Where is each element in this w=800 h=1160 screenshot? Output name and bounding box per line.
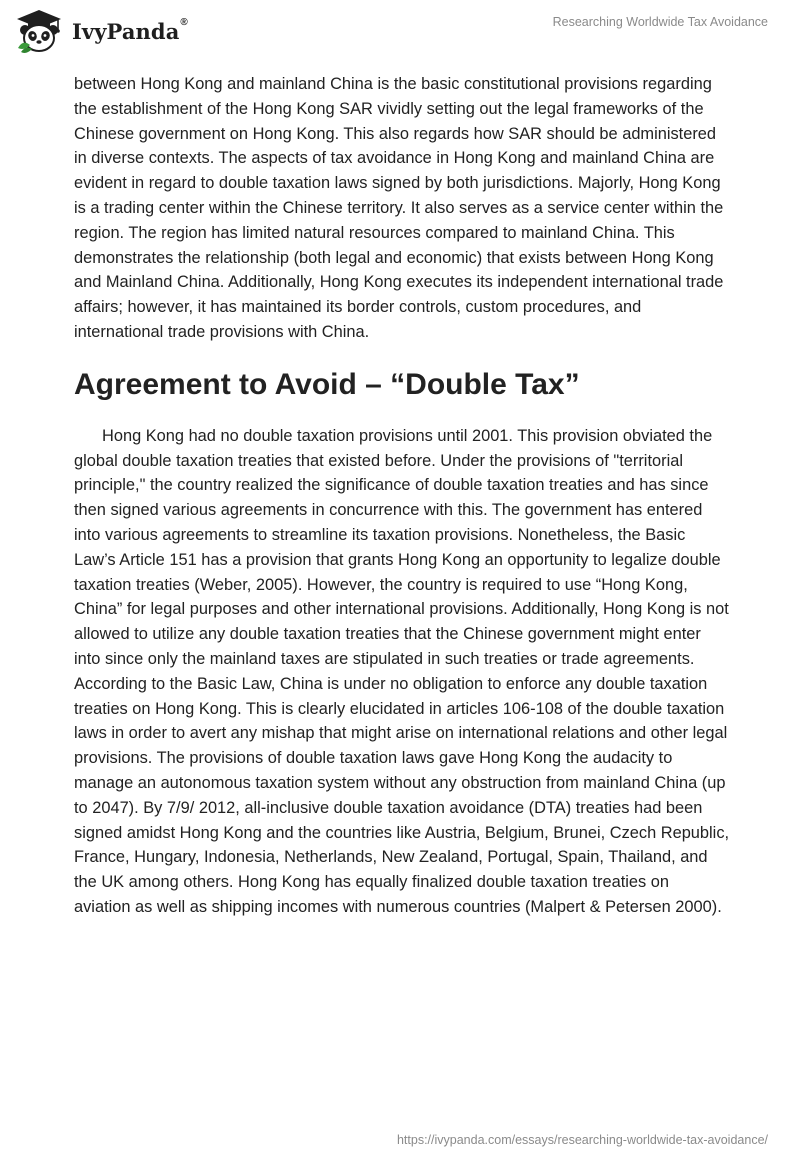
logo-wordmark: IvyPanda® [72, 16, 188, 44]
section-heading: Agreement to Avoid – “Double Tax” [74, 367, 580, 401]
page-header [0, 0, 800, 60]
essay-paragraph: between Hong Kong and mainland China is the basic constitutional provisions regarding the establishment of the Hong Kong SAR vividly setting out the legal frameworks of the Chinese government on Hong Kong. This also regards how SAR should be administered in diverse contexts. The aspects of tax avoidance in Hong Kong and mainland China are evident in regard to double taxation laws signed by both jurisdictions. Majorly, Hong Kong is a trading center within the Chinese territory. It also serves as a service center within the region. The region has limited natural resources compared to mainland China. This demonstrates the relationship (both legal and economic) that exists between Hong Kong and Mainland China. Additionally, Hong Kong executes its independent international trade affairs; however, it has maintained its border controls, custom procedures, and international trade provisions with China. [74, 75, 724, 341]
footer-source-url[interactable]: https://ivypanda.com/essays/researching-worldwide-tax-avoidance/ [396, 1133, 768, 1147]
essay-content [74, 72, 730, 920]
document-title: Researching Worldwide Tax Avoidance [552, 15, 768, 29]
essay-paragraph: Hong Kong had no double taxation provisions until 2001. This provision obviated the global double taxation treaties that existed before. Under the provisions of "territorial principle," the country realized the significance of double taxation treaties and has since then signed various agreements in concurrence with this. The government has entered into various agreements to streamline its taxation provisions. Nonetheless, the Basic Law’s Article 151 has a provision that grants Hong Kong an opportunity to legalize double taxation treaties (Weber, 2005). However, the country is required to use “Hong Kong, China” for legal purposes and other international provisions. Additionally, Hong Kong is not allowed to utilize any double taxation treaties that the Chinese government might enter into since only the mainland taxes are stipulated in such treaties or trade agreements. According to the Basic Law, China is under no obligation to enforce any double taxation treaties on Hong Kong. This is clearly elucidated in articles 106-108 of the double taxation laws in order to avert any mishap that might arise on international relations and other legal provisions. The provisions of double taxation laws gave Hong Kong the audacity to manage an autonomous taxation system without any obstruction from mainland China (up to 2047). By 7/9/ 2012, all-inclusive double taxation avoidance (DTA) treaties had been signed amidst Hong Kong and the countries like Austria, Belgium, Brunei, Czech Republic, France, Hungary, Indonesia, Netherlands, New Zealand, Portugal, Spain, Thailand, and the UK among others. Hong Kong has equally finalized double taxation treaties on aviation as well as shipping incomes with numerous countries (Malpert & Petersen 2000). [74, 426, 730, 916]
panda-graduate-icon [14, 8, 64, 54]
site-logo[interactable] [14, 8, 188, 54]
